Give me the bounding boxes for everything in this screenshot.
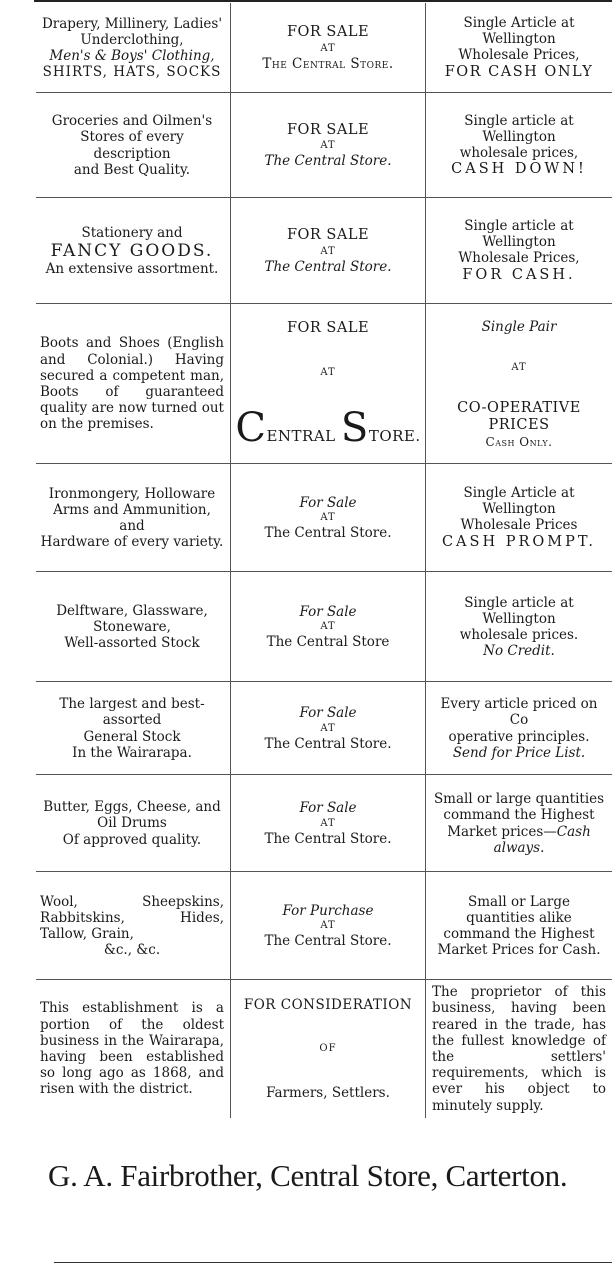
ad-row-general-stock <box>34 682 612 775</box>
terms-line: Single article at Wellington <box>464 112 574 145</box>
sale-cell <box>230 980 426 1118</box>
goods-line: Stores of every description <box>80 129 184 162</box>
terms-line: Single article at Wellington <box>464 594 574 627</box>
terms-line: Single Pair <box>481 318 557 335</box>
ad-row-boots <box>34 304 612 464</box>
terms-cell <box>426 980 612 1118</box>
goods-line: The largest and best-assorted <box>59 696 205 729</box>
sale-heading: FOR SALE <box>286 24 370 41</box>
goods-cell <box>34 572 230 682</box>
sale-cell <box>230 93 426 198</box>
sale-heading: For Sale <box>299 800 357 817</box>
terms-paragraph <box>432 791 606 856</box>
goods-cell <box>34 682 230 775</box>
ad-row-butter-eggs <box>34 775 612 872</box>
terms-line: Single article at Wellington <box>464 218 574 251</box>
sale-store: The Central Store. <box>264 933 392 949</box>
ad-row-wool <box>34 872 612 980</box>
ad-row-ironmongery <box>34 464 612 572</box>
sale-heading: FOR CONSIDERATION <box>243 996 413 1013</box>
sale-cell <box>230 3 426 93</box>
top-rule <box>34 0 612 2</box>
sale-at: AT <box>320 722 336 734</box>
terms-cell <box>426 682 612 775</box>
goods-line: Stoneware, <box>93 618 171 635</box>
sale-heading: FOR SALE <box>286 320 370 337</box>
terms-line: CASH DOWN! <box>451 161 587 178</box>
ad-row-groceries <box>34 93 612 198</box>
sale-heading: For Sale <box>299 494 357 511</box>
bottom-rule <box>54 1262 612 1263</box>
sale-at: OF <box>319 1042 337 1054</box>
sale-store: The Central Store. <box>264 830 392 847</box>
terms-line: Wholesale Prices, <box>458 47 580 64</box>
terms-cell <box>426 198 612 304</box>
sale-store: The Central Store. <box>264 153 392 170</box>
sale-heading: FOR SALE <box>286 121 370 138</box>
terms-paragraph: Small or Large quantities alike command the Highest Market Prices for Cash. <box>437 893 601 959</box>
sale-at: AT <box>320 512 336 523</box>
terms-line: wholesale prices. <box>459 627 579 643</box>
goods-line: Stationery and <box>81 224 183 241</box>
terms-line: Cash Only. <box>485 434 553 449</box>
goods-line: FANCY GOODS. <box>50 240 214 261</box>
store-initial-s: S <box>340 404 369 451</box>
sale-at: AT <box>320 366 336 378</box>
terms-cell <box>426 572 612 682</box>
sale-store: The Central Store. <box>264 735 392 752</box>
ad-row-delftware <box>34 572 612 682</box>
store-word-entral: ENTRAL <box>266 426 336 445</box>
terms-line: FOR CASH ONLY <box>444 63 594 80</box>
sale-heading: For Sale <box>299 603 357 620</box>
terms-line: Single Article at Wellington <box>463 485 575 518</box>
goods-cell <box>34 872 230 980</box>
goods-line: &c., &c. <box>103 942 161 959</box>
goods-line: Delftware, Glassware, <box>56 602 208 619</box>
goods-line: In the Wairarapa. <box>72 744 192 761</box>
sale-heading: FOR SALE <box>286 227 370 244</box>
terms-cell <box>426 3 612 93</box>
goods-line: Drapery, Millinery, Ladies' <box>41 15 223 32</box>
goods-line: Ironmongery, Holloware <box>48 485 216 502</box>
terms-line: CASH PROMPT. <box>441 533 597 550</box>
sale-cell <box>230 572 426 682</box>
goods-paragraph: Wool, Sheepskins, Rabbitskins, Hides, Tallow, Grain, <box>40 893 224 942</box>
goods-line: Men's & Boys' Clothing, <box>49 48 215 64</box>
goods-cell <box>34 198 230 304</box>
goods-cell <box>34 980 230 1118</box>
goods-paragraph: Boots and Shoes (English and Colonial.) Having secured a competent man, Boots of guaranteed quality are now turned out on the premises. <box>40 335 224 433</box>
terms-at: AT <box>511 361 527 373</box>
terms-line: FOR CASH. <box>462 266 576 283</box>
ad-row-drapery <box>34 3 612 93</box>
sale-cell <box>230 464 426 572</box>
goods-line: and Best Quality. <box>73 161 191 178</box>
terms-cell <box>426 872 612 980</box>
sale-at: AT <box>320 140 336 152</box>
sale-at: AT <box>320 817 336 829</box>
terms-line: Single Article at Wellington <box>463 15 575 48</box>
terms-line: Every article priced on Co <box>440 696 598 729</box>
sale-heading: For Purchase <box>282 902 374 919</box>
terms-line: No Credit. <box>483 643 555 660</box>
sale-cell <box>230 775 426 872</box>
sale-store: The Central Store. <box>264 525 392 541</box>
sale-store: The Central Store. <box>264 258 392 275</box>
goods-line: An extensive assortment. <box>45 261 219 278</box>
sale-store: Farmers, Settlers. <box>266 1085 390 1102</box>
sale-cell <box>230 304 426 464</box>
sale-heading: For Sale <box>299 705 357 722</box>
goods-line: Hardware of every variety. <box>40 534 224 551</box>
terms-cell <box>426 775 612 872</box>
terms-paragraph: The proprietor of this business, having been reared in the trade, has the fullest knowledge of the settlers' requirements, which is ever his object to minutely supply. <box>432 984 606 1114</box>
goods-cell <box>34 775 230 872</box>
sale-store: The Central Store <box>266 634 390 650</box>
store-word-tore: TORE. <box>368 426 421 445</box>
terms-line: CO-OPERATIVE PRICES <box>457 400 581 434</box>
terms-cell <box>426 304 612 464</box>
goods-cell <box>34 464 230 572</box>
sale-cell <box>230 198 426 304</box>
goods-line: Well-assorted Stock <box>64 635 200 652</box>
goods-cell <box>34 93 230 198</box>
goods-line: SHIRTS, HATS, SOCKS <box>42 64 222 81</box>
sale-cell <box>230 682 426 775</box>
terms-line: operative principles. <box>448 728 590 745</box>
goods-line: Of approved quality. <box>62 831 202 848</box>
terms-cell <box>426 464 612 572</box>
terms-text-italic: Cash always. <box>493 823 591 856</box>
terms-text: Small or large quantities command the Highest Market prices— <box>433 791 605 840</box>
terms-cell <box>426 93 612 198</box>
goods-line: General Stock <box>83 728 181 745</box>
ad-row-establishment <box>34 980 612 1118</box>
sale-at: AT <box>320 42 336 54</box>
goods-line: Groceries and Oilmen's <box>51 113 213 130</box>
terms-line: Wholesale Prices <box>460 517 578 534</box>
proprietor-signature-line: G. A. Fairbrother, Central Store, Carterton. <box>48 1158 568 1193</box>
terms-line: Wholesale Prices, <box>458 250 580 267</box>
goods-cell <box>34 304 230 464</box>
goods-cell <box>34 3 230 93</box>
sale-store: The Central Store. <box>262 55 394 72</box>
sale-at: AT <box>320 621 336 632</box>
goods-line: Underclothing, <box>80 31 184 48</box>
goods-line: Arms and Ammunition, and <box>53 501 211 534</box>
terms-cooperative <box>432 400 606 449</box>
sale-store <box>235 404 421 451</box>
terms-line: Send for Price List. <box>452 744 586 761</box>
sale-cell <box>230 872 426 980</box>
sale-at: AT <box>320 245 336 257</box>
goods-line: Butter, Eggs, Cheese, and <box>43 799 221 816</box>
sale-at: AT <box>320 920 336 931</box>
goods-paragraph: This establishment is a portion of the oldest business in the Wairarapa, having been established so long ago as 1868, and risen with the district. <box>40 1000 224 1098</box>
goods-line: Oil Drums <box>97 815 167 832</box>
store-initial-c: C <box>235 404 267 451</box>
terms-line: wholesale prices, <box>459 144 579 161</box>
ad-row-stationery <box>34 198 612 304</box>
